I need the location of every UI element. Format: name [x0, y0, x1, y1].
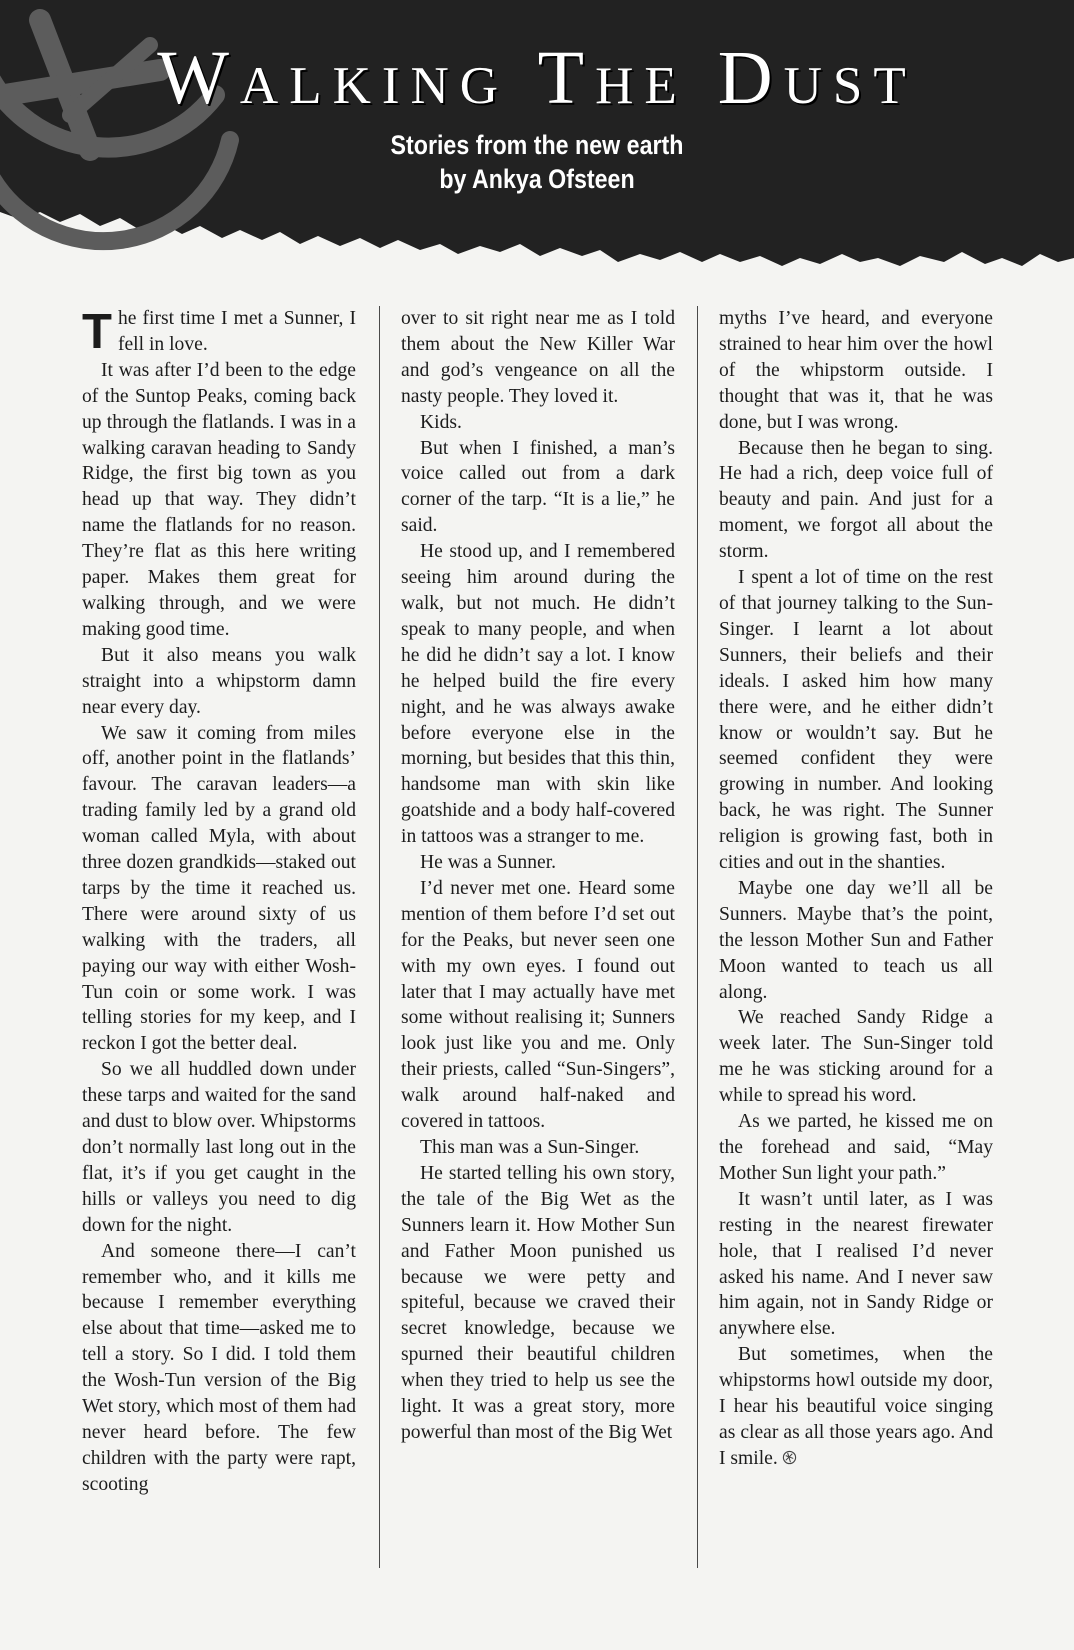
paragraph: And someone there—I can’t remember who, and it kills me because I remember everything else about that time—asked me to tell a story. So I did. I told them the Wosh-Tun version of the Big Wet story, which most of them had never heard before. The few children with the party were rapt, scooting: [82, 1240, 356, 1495]
paragraph: But it also means you walk straight into a whipstorm damn near every day.: [82, 644, 356, 718]
column-3: [719, 306, 993, 1576]
paragraph: So we all huddled down under these tarps and waited for the sand and dust to blow over. Whipstorms don’t normally last long out in the flat, it’s if you get caught in the hills or valleys you need to dig down for the night.: [82, 1059, 356, 1236]
paragraph: Because then he began to sing. He had a rich, deep voice full of beauty and pain. And just for a moment, we forgot all about the storm.: [719, 437, 993, 563]
byline: by Ankya Ofsteen: [439, 164, 635, 194]
paragraph: He started telling his own story, the tale of the Big Wet as the Sunners learn it. How Mother Sun and Father Moon punished us because we were petty and spiteful, because we craved their secret knowledge, because we spurned their beautiful children when they tried to help us see the light. It was a great story, more powerful than most of the Big Wet: [401, 1162, 675, 1443]
paragraph: We saw it coming from miles off, another point in the flatlands’ favour. The caravan leaders—a trading family led by a grand old woman called Myla, with about three dozen grandkids—staked out tarps by the time it reached us. There were around sixty of us walking with the traders, all paying our way with either Wosh-Tun coin or some work. I was telling stories for my keep, and I reckon I got the better deal.: [82, 722, 356, 1055]
paragraph: It was after I’d been to the edge of the Suntop Peaks, coming back up through the flatlands. I was in a walking caravan heading to Sandy Ridge, the first big town as you head up that way. They didn’t name the flatlands for no reason. They’re flat as this here writing paper. Makes them great for walking through, and we were making good time.: [82, 359, 356, 640]
paragraph: Kids.: [420, 411, 462, 433]
drop-cap: T: [82, 305, 112, 359]
article-columns: [82, 306, 997, 1576]
column-2: [401, 306, 675, 1576]
paragraph: I’d never met one. Heard some mention of them before I’d set out for the Peaks, but never seen one with my own eyes. I found out later that I may actually have met some without realising it; Sunners look just like you and me. Only their priests, called “Sun-Singers”, walk around half-naked and covered in tattoos.: [401, 877, 675, 1133]
header-band: [0, 0, 1074, 290]
column-1: [82, 306, 356, 1576]
paragraph: But sometimes, when the whipstorms howl outside my door, I hear his beautiful voice singing as clear as all those years ago. And I smile.: [719, 1344, 993, 1469]
paragraph: But when I finished, a man’s voice called out from a dark corner of the tarp. “It is a lie,” he said.: [401, 437, 675, 537]
paragraph: This man was a Sun-Singer.: [420, 1137, 640, 1158]
column-divider: [379, 306, 380, 1568]
paragraph: He was a Sunner.: [420, 852, 557, 874]
paragraph: myths I’ve heard, and everyone strained to hear him over the howl of the whipstorm outside. I thought that was it, that he was done, but I was wrong.: [719, 308, 993, 433]
paragraph: As we parted, he kissed me on the forehead and said, “May Mother Sun light your path.”: [719, 1111, 993, 1184]
paragraph: over to sit right near me as I told them about the New Killer War and god’s vengeance on all the nasty people. They loved it.: [401, 308, 675, 407]
column-divider: [697, 306, 698, 1568]
paragraph: We reached Sandy Ridge a week later. The Sun-Singer told me he was sticking around for a while to spread his word.: [719, 1007, 993, 1107]
end-mark-icon: [782, 1450, 797, 1465]
paragraph: The first time I met a Sunner, I fell in love.: [82, 305, 356, 359]
paragraph: He stood up, and I remembered seeing him around during the walk, but not much. He didn’t speak to many people, and when he did he didn’t say a lot. I know he helped build the fire every night, and he was always awake before everyone else in the morning, but besides that this thin, handsome man with skin like goatshide and a body half-covered in tattoos was a stranger to me.: [401, 541, 675, 848]
paragraph: It wasn’t until later, as I was resting in the nearest firewater hole, that I realised I’d never asked his name. And I never saw him again, not in Sandy Ridge or anywhere else.: [719, 1188, 993, 1340]
subtitle: Stories from the new earth: [390, 130, 684, 160]
paragraph: Maybe one day we’ll all be Sunners. Maybe that’s the point, the lesson Mother Sun and Father Moon wanted to teach us all along.: [719, 877, 993, 1003]
page-title: Walking The Dust: [157, 36, 917, 120]
paragraph: I spent a lot of time on the rest of that journey talking to the Sun-Singer. I learnt a lot about Sunners, their beliefs and their ideals. I asked him how many there were, and he either didn’t know or wouldn’t say. But he seemed confident they were growing in number. And looking back, he was right. The Sunner religion is growing fast, both in cities and out in the shanties.: [719, 567, 993, 874]
